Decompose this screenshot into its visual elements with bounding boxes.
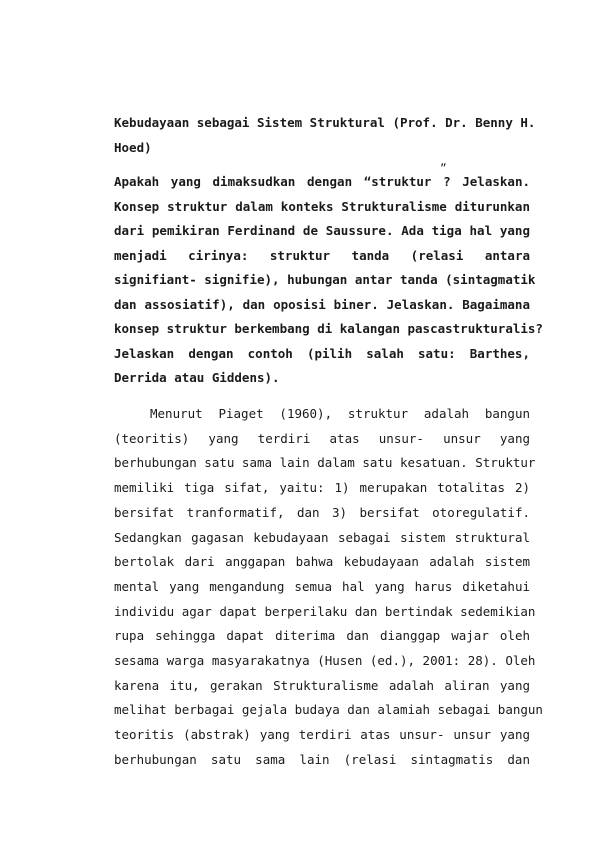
question-line: signifiant- signifie), hubungan antar tanda (sintagmatik bbox=[114, 272, 536, 287]
body-line: rupa sehingga dapat diterima dan dianggap wajar oleh bbox=[114, 628, 530, 644]
question-line: konsep struktur berkembang di kalangan pascastrukturalis? bbox=[114, 321, 543, 336]
quote-mark: „ bbox=[440, 155, 447, 168]
title-line-1: Kebudayaan sebagai Sistem Struktural (Prof. Dr. Benny H. bbox=[114, 115, 536, 130]
body-paragraph bbox=[114, 402, 543, 773]
question-line: menjadi cirinya: struktur tanda (relasi antara bbox=[114, 247, 530, 263]
question-paragraph bbox=[114, 170, 543, 391]
body-line: bersifat tranformatif, dan 3) bersifat otoregulatif. bbox=[114, 504, 530, 520]
body-line: karena itu, gerakan Strukturalisme adalah aliran yang bbox=[114, 677, 530, 693]
question-line: dan assosiatif), dan oposisi biner. Jelaskan. Bagaimana bbox=[114, 296, 530, 312]
body-line: berhubungan satu sama lain (relasi sintagmatis dan bbox=[114, 751, 530, 767]
body-line: (teoritis) yang terdiri atas unsur- unsur yang bbox=[114, 430, 530, 446]
body-line: individu agar dapat berperilaku dan bertindak sedemikian bbox=[114, 603, 536, 619]
body-line: memiliki tiga sifat, yaitu: 1) merupakan totalitas 2) bbox=[114, 480, 530, 496]
body-line: teoritis (abstrak) yang terdiri atas unsur- unsur yang bbox=[114, 727, 530, 743]
body-line: sesama warga masyarakatnya (Husen (ed.), 2001: 28). Oleh bbox=[114, 653, 536, 669]
title-line-2: Hoed) bbox=[114, 140, 152, 155]
body-line: Menurut Piaget (1960), struktur adalah bangun bbox=[150, 406, 530, 421]
body-line: berhubungan satu sama lain dalam satu kesatuan. Struktur bbox=[114, 455, 536, 471]
body-line: mental yang mengandung semua hal yang harus diketahui bbox=[114, 578, 530, 594]
body-line: melihat berbagai gejala budaya dan alamiah sebagai bangun bbox=[114, 702, 543, 718]
question-line: Apakah yang dimaksudkan dengan “struktur ? Jelaskan. bbox=[114, 174, 530, 189]
question-line: Jelaskan dengan contoh (pilih salah satu: Barthes, bbox=[114, 345, 530, 361]
question-line: Konsep struktur dalam konteks Strukturalisme diturunkan bbox=[114, 198, 530, 214]
body-line: bertolak dari anggapan bahwa kebudayaan adalah sistem bbox=[114, 554, 530, 570]
body-line: Sedangkan gagasan kebudayaan sebagai sistem struktural bbox=[114, 529, 530, 545]
document-title bbox=[114, 110, 534, 160]
question-line: Derrida atau Giddens). bbox=[114, 370, 280, 385]
question-line: dari pemikiran Ferdinand de Saussure. Ada tiga hal yang bbox=[114, 223, 530, 238]
